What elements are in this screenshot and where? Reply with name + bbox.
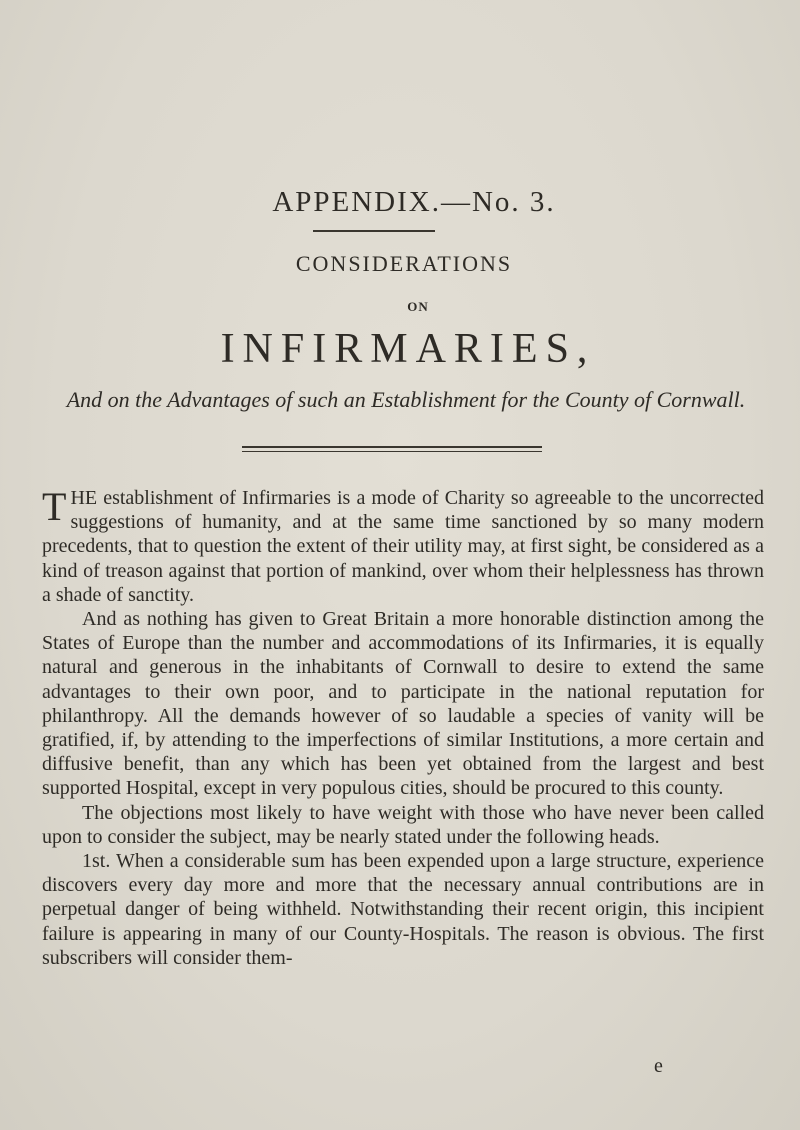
catchword: e [654, 1055, 663, 1077]
double-rule [242, 446, 542, 452]
appendix-heading: APPENDIX.—No. 3. [272, 186, 556, 218]
drop-cap: T [42, 484, 67, 529]
considerations-heading: CONSIDERATIONS [295, 251, 513, 276]
paragraph-1-text: HE establishment of Infirmaries is a mode of Charity so agreeable to the uncorrected suggestions of humanity, and at the same time sanctioned by so many modern precedents, that to question the extent of their utility may, at first sight, be considered as a kind of treason against that portion of mankind, over whom their helplessness has thrown a shade of sanctity. [42, 487, 764, 606]
paragraph-2: And as nothing has given to Great Britain a more honorable distinction among the States of Europe than the number and accommodations of its Infirmaries, it is equally natural and generous in the inhabitants of Cornwall to desire to extend the same advantages to their own poor, and to participate in the national reputation for philanthropy. All the demands however of so laudable a species of vanity will be gratified, if, by attending to the imperfections of similar Institutions, a more certain and diffusive benefit, than any which has been yet obtained from the largest and best supported Hospital, except in very populous cities, should be procured to this county. [42, 608, 764, 800]
paragraph-4: 1st. When a considerable sum has been expended upon a large structure, experience discovers every day more and more that the necessary annual contributions are in perpetual danger of being withheld. Notwithstanding their recent origin, this incipient failure is appearing in many of our County-Hospitals. The reason is obvious. The first subscribers will consider them- [42, 850, 764, 969]
subtitle: And on the Advantages of such an Establishment for the County of Cornwall. [66, 387, 746, 412]
body-text [42, 486, 764, 970]
on-heading: ON [407, 299, 429, 314]
infirmaries-heading: INFIRMARIES, [220, 326, 596, 372]
paragraph-1 [42, 486, 764, 607]
short-rule [313, 230, 435, 232]
paragraph-3: The objections most likely to have weight with those who have never been called upon to consider the subject, may be nearly stated under the following heads. [42, 801, 764, 848]
